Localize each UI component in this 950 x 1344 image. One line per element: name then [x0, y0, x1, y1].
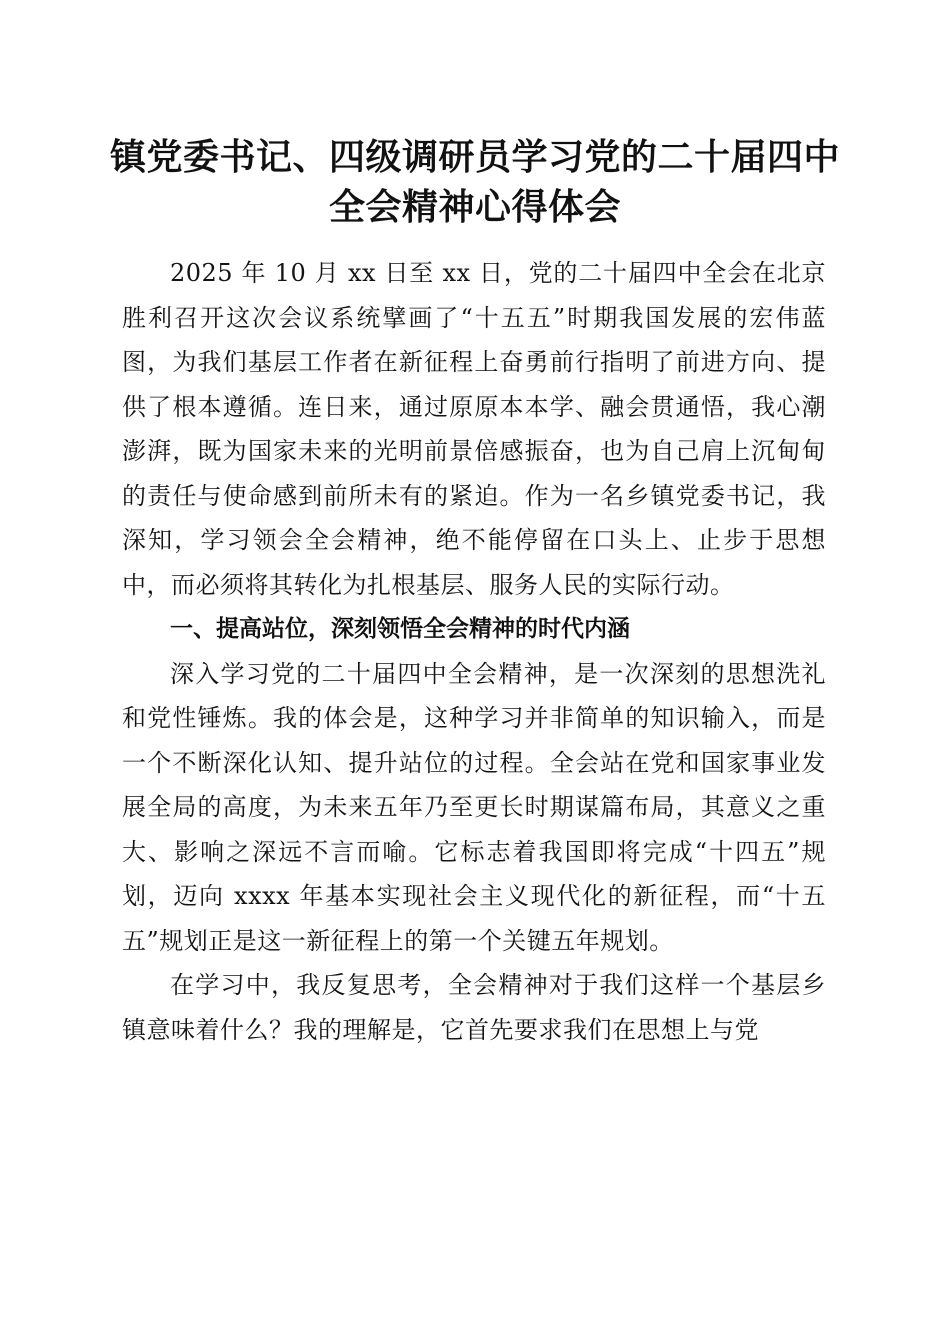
- title-line-1: 镇党委书记、四级调研员学习党的二十届四中: [109, 136, 840, 178]
- title-line-2: 全会精神心得体会: [328, 186, 621, 228]
- document-title: [80, 132, 870, 232]
- paragraph-reflection: 在学习中，我反复思考，全会精神对于我们这样一个基层乡镇意味着什么？我的理解是，它首先要求我们在思想上与党: [122, 971, 826, 1044]
- section-heading-1: 一、提高站位，深刻领悟全会精神的时代内涵: [170, 616, 630, 642]
- paragraph-intro: 2025 年 10 月 xx 日至 xx 日，党的二十届四中全会在北京胜利召开这次会议系统擘画了“十五五”时期我国发展的宏伟蓝图，为我们基层工作者在新征程上奋勇前行指明了前进方向、提供了根本遵循。连日来，通过原原本本学、融会贯通悟，我心潮澎湃，既为国家未来的光明前景倍感振奋，也为自己肩上沉甸甸的责任与使命感到前所未有的紧迫。作为一名乡镇党委书记，我深知，学习领会全会精神，绝不能停留在口头上、止步于思想中，而必须将其转化为扎根基层、服务人民的实际行动。: [122, 259, 826, 599]
- paragraph-section-1: 深入学习党的二十届四中全会精神，是一次深刻的思想洗礼和党性锤炼。我的体会是，这种学习并非简单的知识输入，而是一个不断深化认知、提升站位的过程。全会站在党和国家事业发展全局的高度，为未来五年乃至更长时期谋篇布局，其意义之重大、影响之深远不言而喻。它标志着我国即将完成“十四五”规划，迈向 xxxx 年基本实现社会主义现代化的新征程，而“十五五”规划正是这一新征程上的第一个关键五年规划。: [122, 659, 826, 955]
- document-body: [122, 251, 826, 1052]
